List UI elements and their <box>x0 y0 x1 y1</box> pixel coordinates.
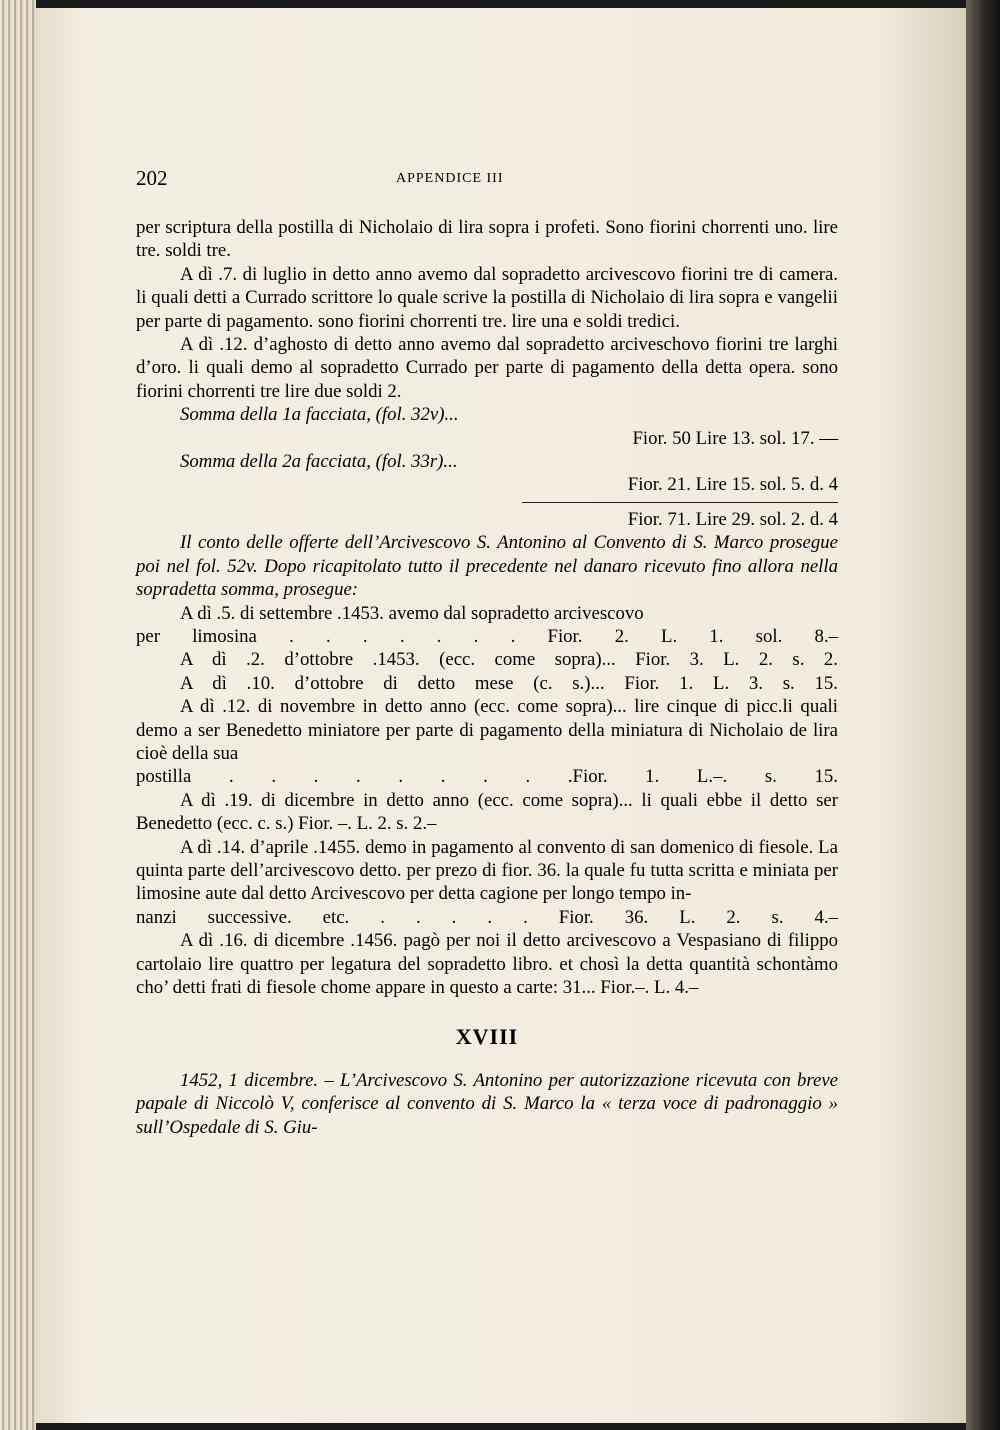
entry-amount: postilla . . . . . . . . .Fior. 1. L.–. s. 15. <box>136 766 838 788</box>
entry: A dì .10. d’ottobre di detto mese (c. s.)... Fior. 1. L. 3. s. 15. <box>180 672 838 694</box>
paragraph: A dì .7. di luglio in detto anno avemo dal sopradetto arcivescovo fiorini tre di camera. li quali detti a Currado scrittore lo quale scrive la postilla di Nicholaio di lira sopra e vangelii per parte di pagamento. sono fiorini chorrenti tre. lire una e soldi tredici. <box>136 263 838 332</box>
entry: A dì .12. di novembre in detto anno (ecc. come sopra)... lire cinque di picc.li quali demo a ser Benedetto miniatore per parte di pagamento della miniatura di Nicholaio de lira cioè della sua <box>136 696 838 764</box>
entry: A dì .5. di settembre .1453. avemo dal sopradetto arcivescovo <box>180 602 644 624</box>
page-header <box>136 166 836 196</box>
entry-amount: nanzi successive. etc. . . . . . Fior. 36. L. 2. s. 4.– <box>136 906 838 928</box>
sum-value: Fior. 21. Lire 15. sol. 5. d. 4 <box>627 474 838 496</box>
editorial-note: Il conto delle offerte dell’Arcivescovo S. Antonino al Convento di S. Marco prosegue poi nel fol. 52v. Dopo ricapitolato tutto il precedente nel danaro ricevuto fino allora nella sopradetta somma, prosegue: <box>136 532 838 601</box>
sum-rule <box>522 502 838 503</box>
paragraph: A dì .12. d’aghosto di detto anno avemo dal sopradetto arciveschovo fiorini tre larghi d’oro. li quali demo al sopradetto Currado per parte di pagamento della detta opera. sono fiorini chorrenti tre lire due soldi 2. <box>136 334 838 402</box>
sum-value: Fior. 50 Lire 13. sol. 17. — <box>632 427 838 449</box>
section-title: XVIII <box>455 1024 519 1050</box>
document-summary: 1452, 1 dicembre. – L’Arcivescovo S. Antonino per autorizzazione ricevuta con breve papale di Niccolò V, conferisce al convento di S. Marco la « terza voce di padronaggio » sull’Ospedale di S. Giu- <box>136 1069 838 1138</box>
facing-page-edge <box>966 0 1000 1430</box>
entry: A dì .16. di dicembre .1456. pagò per noi il detto arcivescovo a Vespasiano di filippo cartolaio lire quattro per legatura del sopradetto libro. et chosì la detta quantità schontàmo cho’ detti frati di fiesole chome appare in questo a carte: 31... Fior.–. L. 4.– <box>136 930 838 998</box>
entry: A dì .19. di dicembre in detto anno (ecc. come sopra)... li quali ebbe il detto ser Benedetto (ecc. c. s.) Fior. –. L. 2. s. 2.– <box>136 789 838 835</box>
paragraph: per scriptura della postilla di Nicholaio di lira sopra i profeti. Sono fiorini chorrenti uno. lire tre. soldi tre. <box>136 217 838 262</box>
entry: A dì .14. d’aprile .1455. demo in pagamento al convento di san domenico di fiesole. La quinta parte dell’arcivescovo detto. per prezo di fior. 36. la quale fu tutta scritta e miniata per limosine aute dal detto Arcivescovo per detta cagione per longo tempo in- <box>136 836 838 905</box>
page-number: 202 <box>136 166 168 190</box>
sum-label: Somma della 2a facciata, (fol. 33r)... <box>180 451 458 473</box>
running-head: APPENDICE III <box>396 171 504 186</box>
sum-label: Somma della 1a facciata, (fol. 32v)... <box>180 404 459 426</box>
entry-amount: per limosina . . . . . . . Fior. 2. L. 1. sol. 8.– <box>136 625 838 647</box>
entry: A dì .2. d’ottobre .1453. (ecc. come sopra)... Fior. 3. L. 2. s. 2. <box>180 649 838 671</box>
total-value: Fior. 71. Lire 29. sol. 2. d. 4 <box>627 508 838 530</box>
book-spine-pages <box>0 0 36 1430</box>
page-body <box>136 216 838 1139</box>
